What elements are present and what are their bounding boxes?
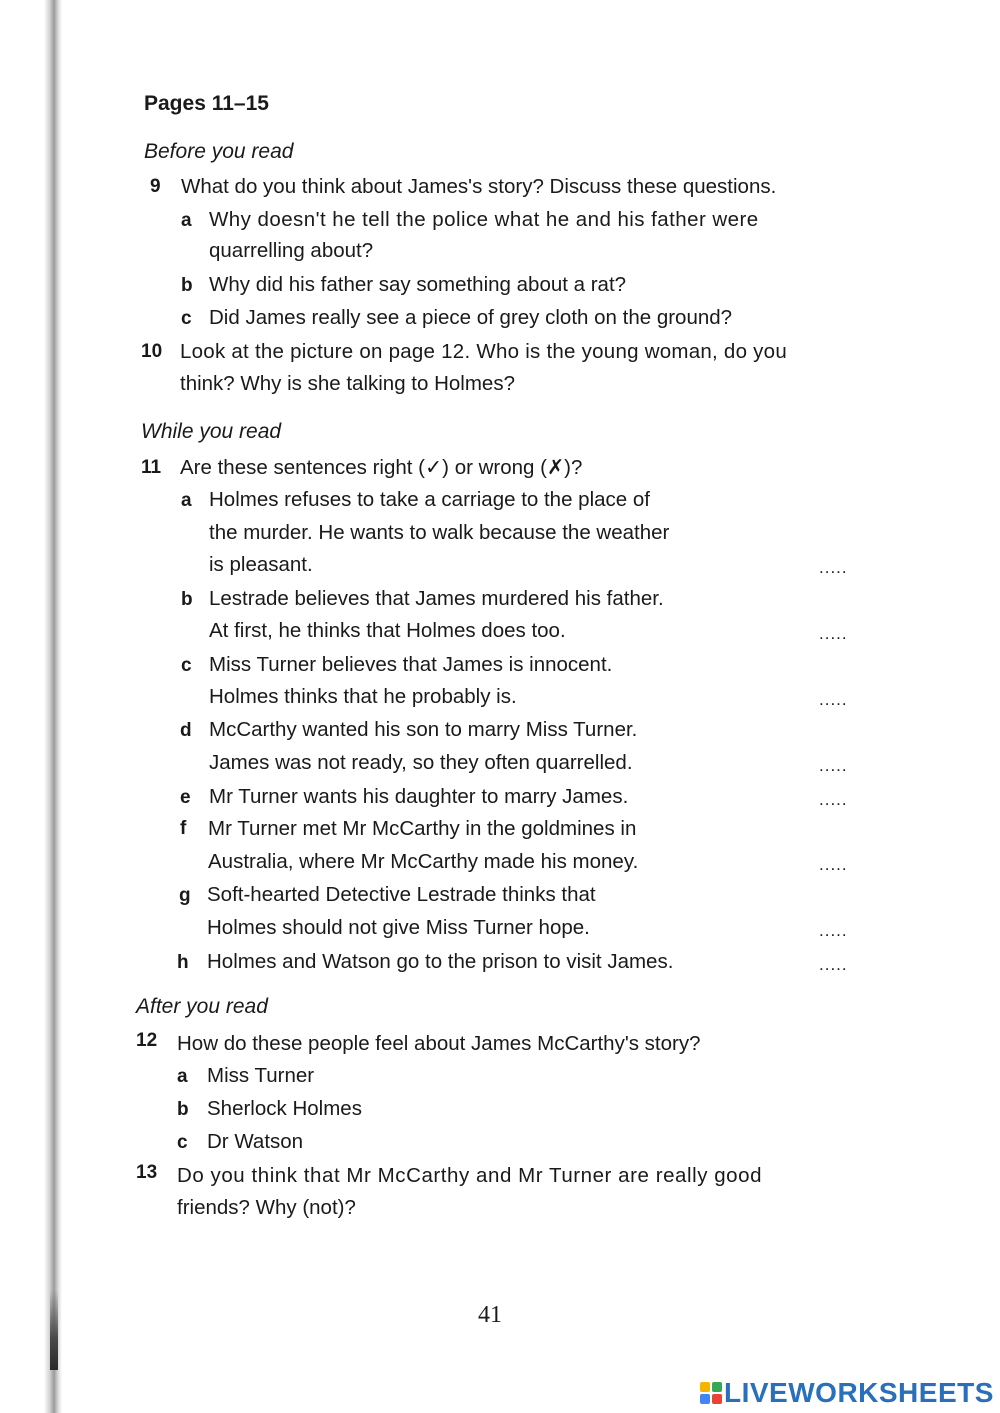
liveworksheets-brand-text: LIVEWORKSHEETS [724,1377,994,1408]
q11-item-h-letter: h [177,952,189,973]
question-10-line1: Look at the picture on page 12. Who is the young woman, do you [180,340,787,363]
q11-item-g-answer-blank[interactable]: ..... [819,921,848,940]
page-number: 41 [478,1302,502,1328]
q11-item-d-answer-blank[interactable]: ..... [819,756,848,775]
q11-item-d-line2: James was not ready, so they often quarrelled. [209,751,633,774]
q11-item-e-letter: e [180,787,191,808]
q11-item-b-line1: Lestrade believes that James murdered his father. [209,587,664,610]
q11-item-e-text: Mr Turner wants his daughter to marry James. [209,785,629,808]
q11-item-f-line2: Australia, where Mr McCarthy made his money. [208,850,639,873]
q12-item-c-letter: c [177,1132,188,1153]
q11-item-d-line1: McCarthy wanted his son to marry Miss Turner. [209,718,638,741]
question-13-line2: friends? Why (not)? [177,1196,356,1219]
q11-item-a-line2: the murder. He wants to walk because the weather [209,521,670,544]
q11-item-c-answer-blank[interactable]: ..... [819,690,848,709]
q9-item-b-text: Why did his father say something about a rat? [209,273,627,296]
liveworksheets-logo-icon [700,1382,722,1404]
page-heading: Pages 11–15 [144,92,269,115]
question-9-text: What do you think about James's story? Discuss these questions. [181,175,777,198]
q11-item-a-line1: Holmes refuses to take a carriage to the place of [209,488,650,511]
q9-item-a-line2: quarrelling about? [209,239,374,262]
question-number-12: 12 [136,1030,158,1051]
q11-item-g-line1: Soft-hearted Detective Lestrade thinks that [207,883,596,906]
q11-item-f-line1: Mr Turner met Mr McCarthy in the goldmines in [208,817,637,840]
section-after-you-read: After you read [136,995,268,1018]
liveworksheets-brand[interactable] [700,1376,994,1410]
q11-item-g-line2: Holmes should not give Miss Turner hope. [207,916,590,939]
question-11-text: Are these sentences right (✓) or wrong (✗)? [180,456,583,479]
q11-item-c-line2: Holmes thinks that he probably is. [209,685,517,708]
section-before-you-read: Before you read [144,140,294,163]
question-10-line2: think? Why is she talking to Holmes? [180,372,515,395]
q11-item-b-letter: b [181,589,193,610]
q9-item-b-letter: b [181,275,193,296]
q9-item-c-text: Did James really see a piece of grey cloth on the ground? [209,306,733,329]
q11-item-c-letter: c [181,655,192,676]
q11-item-a-line3: is pleasant. [209,553,313,576]
q11-item-b-line2: At first, he thinks that Holmes does too. [209,619,566,642]
section-while-you-read: While you read [141,420,282,443]
q12-item-b-text: Sherlock Holmes [207,1097,362,1120]
q11-item-e-answer-blank[interactable]: ..... [819,790,848,809]
q11-item-h-text: Holmes and Watson go to the prison to visit James. [207,950,674,973]
q12-item-a-letter: a [177,1066,188,1087]
q11-item-f-letter: f [180,818,187,839]
q9-item-a-line1: Why doesn't he tell the police what he and his father were [209,208,759,231]
q11-item-a-answer-blank[interactable]: ..... [819,558,848,577]
q11-item-f-answer-blank[interactable]: ..... [819,855,848,874]
question-number-10: 10 [141,341,163,362]
q11-item-b-answer-blank[interactable]: ..... [819,624,848,643]
question-number-11: 11 [141,457,162,478]
q11-item-g-letter: g [179,885,191,906]
question-13-line1: Do you think that Mr McCarthy and Mr Turner are really good [177,1164,763,1187]
question-number-13: 13 [136,1162,158,1183]
q12-item-a-text: Miss Turner [207,1064,315,1087]
q12-item-c-text: Dr Watson [207,1130,304,1153]
q12-item-b-letter: b [177,1099,189,1120]
q11-item-a-letter: a [181,490,192,511]
question-number-9: 9 [150,176,161,197]
q9-item-c-letter: c [181,308,192,329]
q11-item-h-answer-blank[interactable]: ..... [819,955,848,974]
q11-item-c-line1: Miss Turner believes that James is innocent. [209,653,613,676]
question-12-text: How do these people feel about James McCarthy's story? [177,1032,701,1055]
q9-item-a-letter: a [181,210,192,231]
q11-item-d-letter: d [180,720,192,741]
